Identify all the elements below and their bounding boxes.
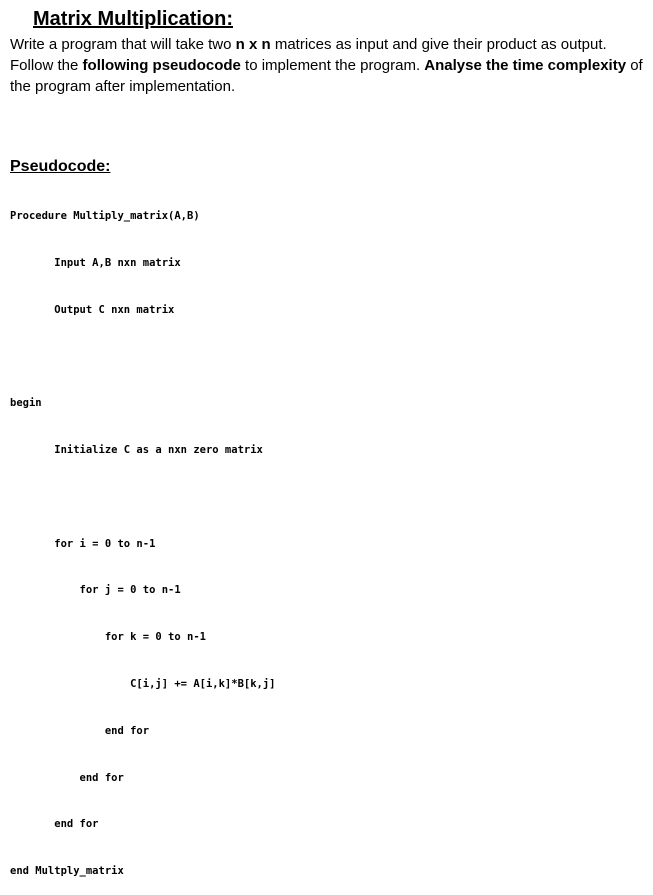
- code-line: begin: [10, 397, 42, 410]
- code-line: for i = 0 to n-1: [10, 537, 156, 550]
- code-line: Initialize C as a nxn zero matrix: [10, 444, 263, 457]
- page-title: Matrix Multiplication:: [33, 8, 233, 30]
- code-line: C[i,j] += A[i,k]*B[k,j]: [10, 678, 276, 690]
- code-line: for j = 0 to n-1: [10, 584, 181, 597]
- code-line: end for: [10, 771, 124, 784]
- description-text-2: matrices as input and give their product as output. Follow the: [10, 36, 607, 74]
- code-line: [10, 350, 276, 366]
- code-line: Procedure Multiply_matrix(A,B): [10, 210, 200, 223]
- description-bold-matrix-size: n x n: [235, 36, 271, 53]
- code-line: end Multply_matrix: [10, 865, 124, 878]
- description-bold-analyse: Analyse the time complexity: [424, 57, 627, 74]
- description-text-4: of the program after implementation.: [10, 57, 643, 95]
- pseudocode-heading: Pseudocode:: [10, 158, 111, 175]
- code-line: Input A,B nxn matrix: [10, 256, 181, 269]
- pseudocode-block: [10, 178, 276, 895]
- description-text-1: Write a program that will take two: [10, 36, 236, 53]
- code-line: end for: [10, 818, 99, 831]
- problem-description: [10, 34, 646, 97]
- code-line: [10, 490, 276, 506]
- code-line: Output C nxn matrix: [10, 303, 175, 316]
- code-line: for k = 0 to n-1: [10, 631, 206, 644]
- description-text-3: to implement the program.: [240, 57, 425, 74]
- description-bold-pseudocode: following pseudocode: [82, 57, 241, 74]
- code-line: end for: [10, 724, 150, 737]
